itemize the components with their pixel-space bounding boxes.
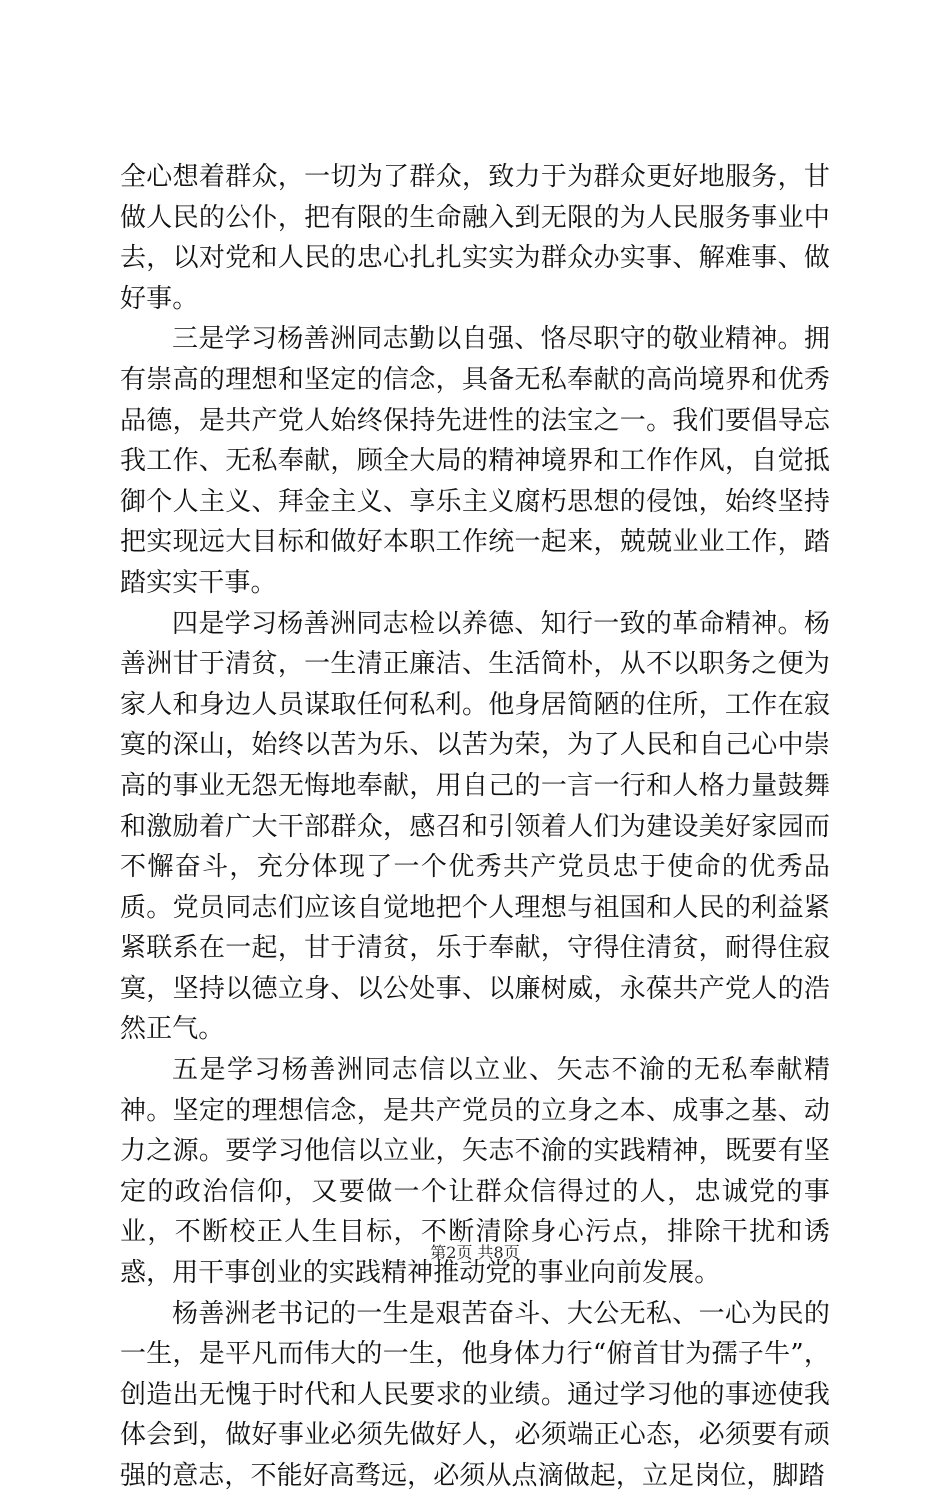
paragraph-point-four: 四是学习杨善洲同志检以养德、知行一致的革命精神。杨善洲甘于清贫，一生清正廉洁、生活简朴，从不以职务之便为家人和身边人员谋取任何私利。他身居简陋的住所，工作在寂寞的深山，始终以苦为乐、以苦为荣，为了人民和自己心中崇高的事业无怨无悔地奉献，用自己的一言一行和人格力量鼓舞和激励着广大干部群众，感召和引领着人们为建设美好家园而不懈奋斗，充分体现了一个优秀共产党员忠于使命的优秀品质。党员同志们应该自觉地把个人理想与祖国和人民的利益紧紧联系在一起，甘于清贫，乐于奉献，守得住清贫，耐得住寂寞，坚持以德立身、以公处事、以廉树威，永葆共产党人的浩然正气。: [120, 608, 830, 1045]
paragraph-summary: 杨善洲老书记的一生是艰苦奋斗、大公无私、一心为民的一生，是平凡而伟大的一生，他身体力行“俯首甘为孺子牛”，创造出无愧于时代和人民要求的业绩。通过学习他的事迹使我体会到，做好事业必须先做好人，必须端正心态，必须要有顽强的意志，不能好高骛远，必须从点滴做起，立足岗位，脚踏: [120, 1298, 830, 1491]
paragraph-point-five: 五是学习杨善洲同志信以立业、矢志不渝的无私奉献精神。坚定的理想信念，是共产党员的立身之本、成事之基、动力之源。要学习他信以立业，矢志不渝的实践精神，既要有坚定的政治信仰，又要做一个让群众信得过的人，忠诚党的事业，不断校正人生目标，不断清除身心污点，排除干扰和诱惑，用干事创业的实践精神推动党的事业向前发展。: [120, 1055, 830, 1289]
paragraph-continuation: 全心想着群众，一切为了群众，致力于为群众更好地服务，甘做人民的公仆，把有限的生命融入到无限的为人民服务事业中去，以对党和人民的忠心扎扎实实为群众办实事、解难事、做好事。: [120, 162, 830, 314]
page-number-footer: 第2页 共8页: [430, 1243, 520, 1262]
document-body: [120, 157, 830, 1497]
paragraph-point-three: 三是学习杨善洲同志勤以自强、恪尽职守的敬业精神。拥有崇高的理想和坚定的信念，具备无私奉献的高尚境界和优秀品德，是共产党人始终保持先进性的法宝之一。我们要倡导忘我工作、无私奉献，顾全大局的精神境界和工作作风，自觉抵御个人主义、拜金主义、享乐主义腐朽思想的侵蚀，始终坚持把实现远大目标和做好本职工作统一起来，兢兢业业工作，踏踏实实干事。: [120, 324, 830, 598]
